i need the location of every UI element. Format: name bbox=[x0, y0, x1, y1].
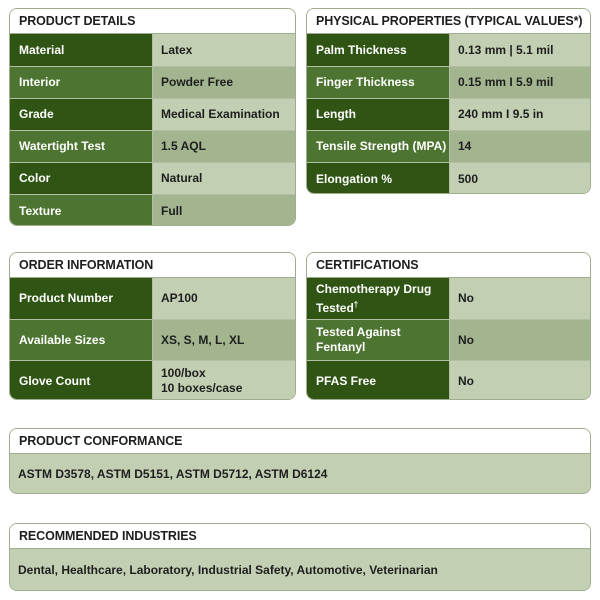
row-label: Tested Against Fentanyl bbox=[307, 319, 450, 360]
dagger-mark: † bbox=[353, 299, 359, 309]
product-conformance-title: PRODUCT CONFORMANCE bbox=[10, 429, 590, 454]
row-value: Medical Examination bbox=[153, 98, 295, 130]
row-label: Palm Thickness bbox=[307, 34, 450, 66]
row-value: No bbox=[450, 319, 590, 360]
table-row bbox=[307, 162, 590, 194]
table-row bbox=[307, 278, 590, 319]
product-details-title: PRODUCT DETAILS bbox=[10, 9, 295, 34]
row-label: Glove Count bbox=[10, 360, 153, 400]
table-row bbox=[307, 319, 590, 360]
row-value: No bbox=[450, 360, 590, 400]
table-row bbox=[10, 319, 295, 360]
row-label: Length bbox=[307, 98, 450, 130]
table-row bbox=[10, 66, 295, 98]
recommended-industries-card bbox=[9, 523, 591, 591]
row-value: 100/box 10 boxes/case bbox=[153, 360, 295, 400]
row-value: 500 bbox=[450, 162, 590, 194]
table-row bbox=[10, 130, 295, 162]
physical-properties-title: PHYSICAL PROPERTIES (TYPICAL VALUES*) bbox=[307, 9, 590, 34]
row-label: Color bbox=[10, 162, 153, 194]
row-label: Finger Thickness bbox=[307, 66, 450, 98]
table-row bbox=[10, 278, 295, 319]
row-value: 240 mm I 9.5 in bbox=[450, 98, 590, 130]
row-value: AP100 bbox=[153, 278, 295, 319]
row-label: Grade bbox=[10, 98, 153, 130]
row-label: Tensile Strength (MPA) bbox=[307, 130, 450, 162]
row-value: 14 bbox=[450, 130, 590, 162]
row-label: Texture bbox=[10, 194, 153, 226]
order-information-title: ORDER INFORMATION bbox=[10, 253, 295, 278]
product-details-card bbox=[9, 8, 296, 226]
product-conformance-text: ASTM D3578, ASTM D5151, ASTM D5712, ASTM D6124 bbox=[10, 454, 590, 494]
table-row bbox=[10, 194, 295, 226]
order-information-card bbox=[9, 252, 296, 400]
certifications-card bbox=[306, 252, 591, 400]
table-row bbox=[10, 98, 295, 130]
row-label: Watertight Test bbox=[10, 130, 153, 162]
row-value: 1.5 AQL bbox=[153, 130, 295, 162]
row-label: Material bbox=[10, 34, 153, 66]
table-row bbox=[307, 66, 590, 98]
row-label: Product Number bbox=[10, 278, 153, 319]
row-value: Natural bbox=[153, 162, 295, 194]
row-label: Interior bbox=[10, 66, 153, 98]
row-label: Elongation % bbox=[307, 162, 450, 194]
table-row bbox=[307, 34, 590, 66]
row-value: Powder Free bbox=[153, 66, 295, 98]
row-value: 0.15 mm I 5.9 mil bbox=[450, 66, 590, 98]
row-value: Latex bbox=[153, 34, 295, 66]
table-row bbox=[307, 360, 590, 400]
physical-properties-card bbox=[306, 8, 591, 194]
recommended-industries-title: RECOMMENDED INDUSTRIES bbox=[10, 524, 590, 549]
row-value: No bbox=[450, 278, 590, 319]
certifications-title: CERTIFICATIONS bbox=[307, 253, 590, 278]
row-label-text: Chemotherapy Drug Tested bbox=[316, 281, 432, 315]
recommended-industries-text: Dental, Healthcare, Laboratory, Industrial Safety, Automotive, Veterinarian bbox=[10, 549, 590, 591]
row-value: XS, S, M, L, XL bbox=[153, 319, 295, 360]
product-conformance-card bbox=[9, 428, 591, 494]
row-value: 0.13 mm | 5.1 mil bbox=[450, 34, 590, 66]
row-label: Available Sizes bbox=[10, 319, 153, 360]
table-row bbox=[10, 34, 295, 66]
table-row bbox=[307, 98, 590, 130]
row-label bbox=[307, 278, 450, 319]
table-row bbox=[10, 162, 295, 194]
table-row bbox=[307, 130, 590, 162]
table-row bbox=[10, 360, 295, 400]
row-label: PFAS Free bbox=[307, 360, 450, 400]
row-value: Full bbox=[153, 194, 295, 226]
